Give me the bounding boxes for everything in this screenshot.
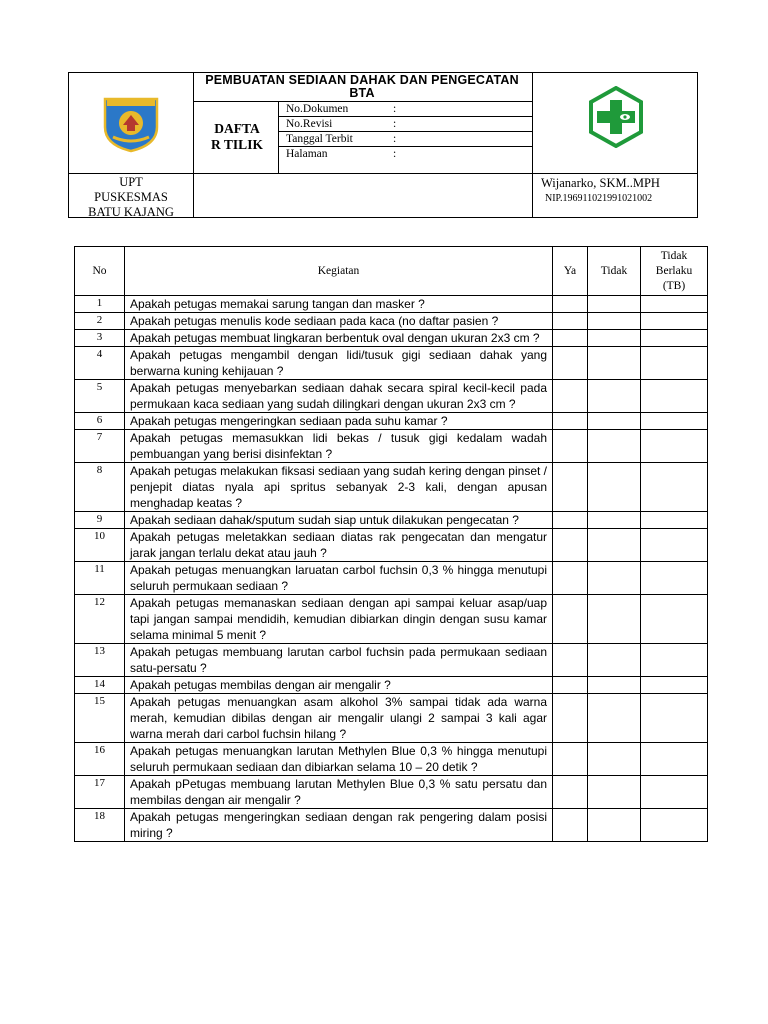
cell-tidak[interactable] bbox=[588, 347, 641, 380]
cell-tidak-berlaku[interactable] bbox=[641, 694, 708, 743]
document-header bbox=[68, 72, 698, 218]
cell-ya[interactable] bbox=[553, 694, 588, 743]
table-row bbox=[75, 463, 708, 512]
table-row bbox=[75, 595, 708, 644]
org-line-1: UPT bbox=[119, 175, 143, 189]
meta-sep: : bbox=[393, 118, 397, 130]
cell-tidak-berlaku[interactable] bbox=[641, 313, 708, 330]
row-number: 6 bbox=[75, 413, 125, 430]
checklist-body bbox=[75, 296, 708, 842]
cell-ya[interactable] bbox=[553, 595, 588, 644]
cell-tidak[interactable] bbox=[588, 562, 641, 595]
row-number: 10 bbox=[75, 529, 125, 562]
col-header-ya: Ya bbox=[553, 247, 588, 296]
row-number: 1 bbox=[75, 296, 125, 313]
row-number: 7 bbox=[75, 430, 125, 463]
cell-tidak-berlaku[interactable] bbox=[641, 347, 708, 380]
meta-label: No.Dokumen bbox=[286, 103, 349, 115]
organization-name bbox=[69, 175, 193, 220]
cell-ya[interactable] bbox=[553, 413, 588, 430]
cell-tidak-berlaku[interactable] bbox=[641, 595, 708, 644]
table-row bbox=[75, 776, 708, 809]
meta-label: Halaman bbox=[286, 148, 328, 160]
cell-tidak-berlaku[interactable] bbox=[641, 296, 708, 313]
table-row bbox=[75, 743, 708, 776]
meta-label: No.Revisi bbox=[286, 118, 333, 130]
cell-tidak-berlaku[interactable] bbox=[641, 330, 708, 347]
cell-ya[interactable] bbox=[553, 809, 588, 842]
row-kegiatan: Apakah petugas menuangkan asam alkohol 3% sampai tidak ada warna merah, kemudian dibilas dengan air mengalir ulangi 2 sampai 3 kali agar warna merah dari carbol fuchsin hilang ? bbox=[125, 694, 553, 743]
tb-line-3: (TB) bbox=[662, 279, 686, 292]
cell-ya[interactable] bbox=[553, 296, 588, 313]
meta-row-halaman bbox=[286, 147, 396, 161]
header-divider bbox=[278, 101, 279, 173]
daftar-line-1: DAFTA bbox=[214, 121, 260, 136]
cell-tidak[interactable] bbox=[588, 677, 641, 694]
cell-ya[interactable] bbox=[553, 677, 588, 694]
row-kegiatan: Apakah petugas menuangkan laruatan carbol fuchsin 0,3 % hingga menutupi seluruh permukaan sediaan ? bbox=[125, 562, 553, 595]
row-kegiatan: Apakah petugas mengeringkan sediaan dengan rak pengering dalam posisi miring ? bbox=[125, 809, 553, 842]
row-number: 3 bbox=[75, 330, 125, 347]
col-header-tidak-berlaku bbox=[641, 247, 708, 296]
meta-row-dokumen bbox=[286, 102, 396, 116]
row-kegiatan: Apakah petugas melakukan fiksasi sediaan yang sudah kering dengan pinset / penjepit diatas nyala api spritus sebanyak 2-3 kali, dengan apusan menghadap keatas ? bbox=[125, 463, 553, 512]
cell-ya[interactable] bbox=[553, 463, 588, 512]
meta-row-revisi bbox=[286, 117, 396, 131]
table-row bbox=[75, 430, 708, 463]
row-number: 5 bbox=[75, 380, 125, 413]
cell-tidak-berlaku[interactable] bbox=[641, 380, 708, 413]
table-row bbox=[75, 413, 708, 430]
row-kegiatan: Apakah petugas membilas dengan air mengalir ? bbox=[125, 677, 553, 694]
row-number: 11 bbox=[75, 562, 125, 595]
table-row bbox=[75, 644, 708, 677]
row-number: 14 bbox=[75, 677, 125, 694]
cell-tidak[interactable] bbox=[588, 529, 641, 562]
header-divider bbox=[532, 73, 533, 217]
cell-tidak[interactable] bbox=[588, 809, 641, 842]
cell-tidak[interactable] bbox=[588, 694, 641, 743]
row-kegiatan: Apakah petugas memanaskan sediaan dengan api sampai keluar asap/uap tapi jangan sampai mendidih, kemudian dibiarkan dingin dengan susu kamar selama minimal 5 menit ? bbox=[125, 595, 553, 644]
row-kegiatan: Apakah petugas menyebarkan sediaan dahak secara spiral kecil-kecil pada permukaan kaca sediaan yang sudah dilingkari dengan ukuran 2x3 cm ? bbox=[125, 380, 553, 413]
cell-ya[interactable] bbox=[553, 644, 588, 677]
row-kegiatan: Apakah sediaan dahak/sputum sudah siap untuk dilakukan pengecatan ? bbox=[125, 512, 553, 529]
col-header-tidak: Tidak bbox=[588, 247, 641, 296]
table-row bbox=[75, 330, 708, 347]
cell-tidak[interactable] bbox=[588, 644, 641, 677]
cell-tidak[interactable] bbox=[588, 313, 641, 330]
tb-line-2: Berlaku bbox=[655, 264, 693, 277]
cell-ya[interactable] bbox=[553, 347, 588, 380]
regency-emblem-icon bbox=[101, 93, 161, 153]
cell-tidak-berlaku[interactable] bbox=[641, 529, 708, 562]
cell-tidak[interactable] bbox=[588, 776, 641, 809]
cell-tidak[interactable] bbox=[588, 330, 641, 347]
cell-tidak[interactable] bbox=[588, 430, 641, 463]
table-row bbox=[75, 562, 708, 595]
cell-ya[interactable] bbox=[553, 529, 588, 562]
row-number: 4 bbox=[75, 347, 125, 380]
table-row bbox=[75, 677, 708, 694]
org-line-3: BATU KAJANG bbox=[88, 205, 174, 219]
row-kegiatan: Apakah petugas menuangkan larutan Methylen Blue 0,3 % hingga menutupi seluruh permukaan sediaan dan dibiarkan selama 10 – 20 detik ? bbox=[125, 743, 553, 776]
col-header-kegiatan: Kegiatan bbox=[125, 247, 553, 296]
table-row bbox=[75, 313, 708, 330]
row-number: 15 bbox=[75, 694, 125, 743]
puskesmas-cross-icon bbox=[585, 86, 647, 148]
meta-sep: : bbox=[393, 148, 397, 160]
row-kegiatan: Apakah petugas mengambil dengan lidi/tusuk gigi sediaan dahak yang berwarna kuning kehijauan ? bbox=[125, 347, 553, 380]
cell-ya[interactable] bbox=[553, 430, 588, 463]
table-row bbox=[75, 512, 708, 529]
cell-tidak-berlaku[interactable] bbox=[641, 644, 708, 677]
table-header-row bbox=[75, 247, 708, 296]
row-kegiatan: Apakah petugas membuat lingkaran berbentuk oval dengan ukuran 2x3 cm ? bbox=[125, 330, 553, 347]
table-row bbox=[75, 347, 708, 380]
signer-name: Wijanarko, SKM..MPH bbox=[541, 176, 660, 190]
cell-tidak-berlaku[interactable] bbox=[641, 413, 708, 430]
cell-ya[interactable] bbox=[553, 743, 588, 776]
row-number: 12 bbox=[75, 595, 125, 644]
daftar-line-2: R TILIK bbox=[211, 137, 263, 152]
row-kegiatan: Apakah petugas memakai sarung tangan dan masker ? bbox=[125, 296, 553, 313]
row-kegiatan: Apakah petugas membuang larutan carbol fuchsin pada permukaan sediaan satu-persatu ? bbox=[125, 644, 553, 677]
row-kegiatan: Apakah petugas meletakkan sediaan diatas rak pengecatan dan mengatur jarak jangan terlalu dekat atau jauh ? bbox=[125, 529, 553, 562]
cell-tidak-berlaku[interactable] bbox=[641, 776, 708, 809]
row-number: 2 bbox=[75, 313, 125, 330]
cell-ya[interactable] bbox=[553, 776, 588, 809]
cell-tidak-berlaku[interactable] bbox=[641, 430, 708, 463]
row-number: 16 bbox=[75, 743, 125, 776]
daftar-tilik-label bbox=[197, 121, 277, 153]
org-line-2: PUSKESMAS bbox=[94, 190, 168, 204]
cell-tidak[interactable] bbox=[588, 296, 641, 313]
cell-tidak-berlaku[interactable] bbox=[641, 743, 708, 776]
cell-tidak[interactable] bbox=[588, 380, 641, 413]
cell-tidak[interactable] bbox=[588, 463, 641, 512]
meta-row-tanggal bbox=[286, 132, 396, 146]
table-row bbox=[75, 380, 708, 413]
cell-tidak-berlaku[interactable] bbox=[641, 463, 708, 512]
tb-line-1: Tidak bbox=[660, 249, 688, 262]
checklist-table bbox=[74, 246, 708, 842]
row-number: 9 bbox=[75, 512, 125, 529]
cell-tidak[interactable] bbox=[588, 743, 641, 776]
table-row bbox=[75, 529, 708, 562]
meta-sep: : bbox=[393, 133, 397, 145]
row-kegiatan: Apakah petugas menulis kode sediaan pada kaca (no daftar pasien ? bbox=[125, 313, 553, 330]
row-number: 17 bbox=[75, 776, 125, 809]
cell-ya[interactable] bbox=[553, 330, 588, 347]
row-number: 13 bbox=[75, 644, 125, 677]
meta-sep: : bbox=[393, 103, 397, 115]
row-kegiatan: Apakah pPetugas membuang larutan Methylen Blue 0,3 % satu persatu dan membilas dengan air mengalir ? bbox=[125, 776, 553, 809]
cell-tidak[interactable] bbox=[588, 595, 641, 644]
row-number: 18 bbox=[75, 809, 125, 842]
table-row bbox=[75, 296, 708, 313]
col-header-no: No bbox=[75, 247, 125, 296]
cell-tidak[interactable] bbox=[588, 413, 641, 430]
cell-tidak-berlaku[interactable] bbox=[641, 562, 708, 595]
cell-ya[interactable] bbox=[553, 380, 588, 413]
document-title: PEMBUATAN SEDIAAN DAHAK DAN PENGECATAN BTA bbox=[205, 73, 519, 100]
cell-tidak[interactable] bbox=[588, 512, 641, 529]
cell-ya[interactable] bbox=[553, 313, 588, 330]
row-kegiatan: Apakah petugas memasukkan lidi bekas / tusuk gigi kedalam wadah pembuangan yang berisi disinfektan ? bbox=[125, 430, 553, 463]
row-number: 8 bbox=[75, 463, 125, 512]
meta-label: Tanggal Terbit bbox=[286, 133, 353, 145]
cell-ya[interactable] bbox=[553, 512, 588, 529]
cell-tidak-berlaku[interactable] bbox=[641, 809, 708, 842]
table-row bbox=[75, 809, 708, 842]
cell-tidak-berlaku[interactable] bbox=[641, 677, 708, 694]
signer-nip: NIP.196911021991021002 bbox=[545, 193, 653, 204]
cell-tidak-berlaku[interactable] bbox=[641, 512, 708, 529]
row-kegiatan: Apakah petugas mengeringkan sediaan pada suhu kamar ? bbox=[125, 413, 553, 430]
header-rule bbox=[69, 173, 697, 174]
cell-ya[interactable] bbox=[553, 562, 588, 595]
table-row bbox=[75, 694, 708, 743]
